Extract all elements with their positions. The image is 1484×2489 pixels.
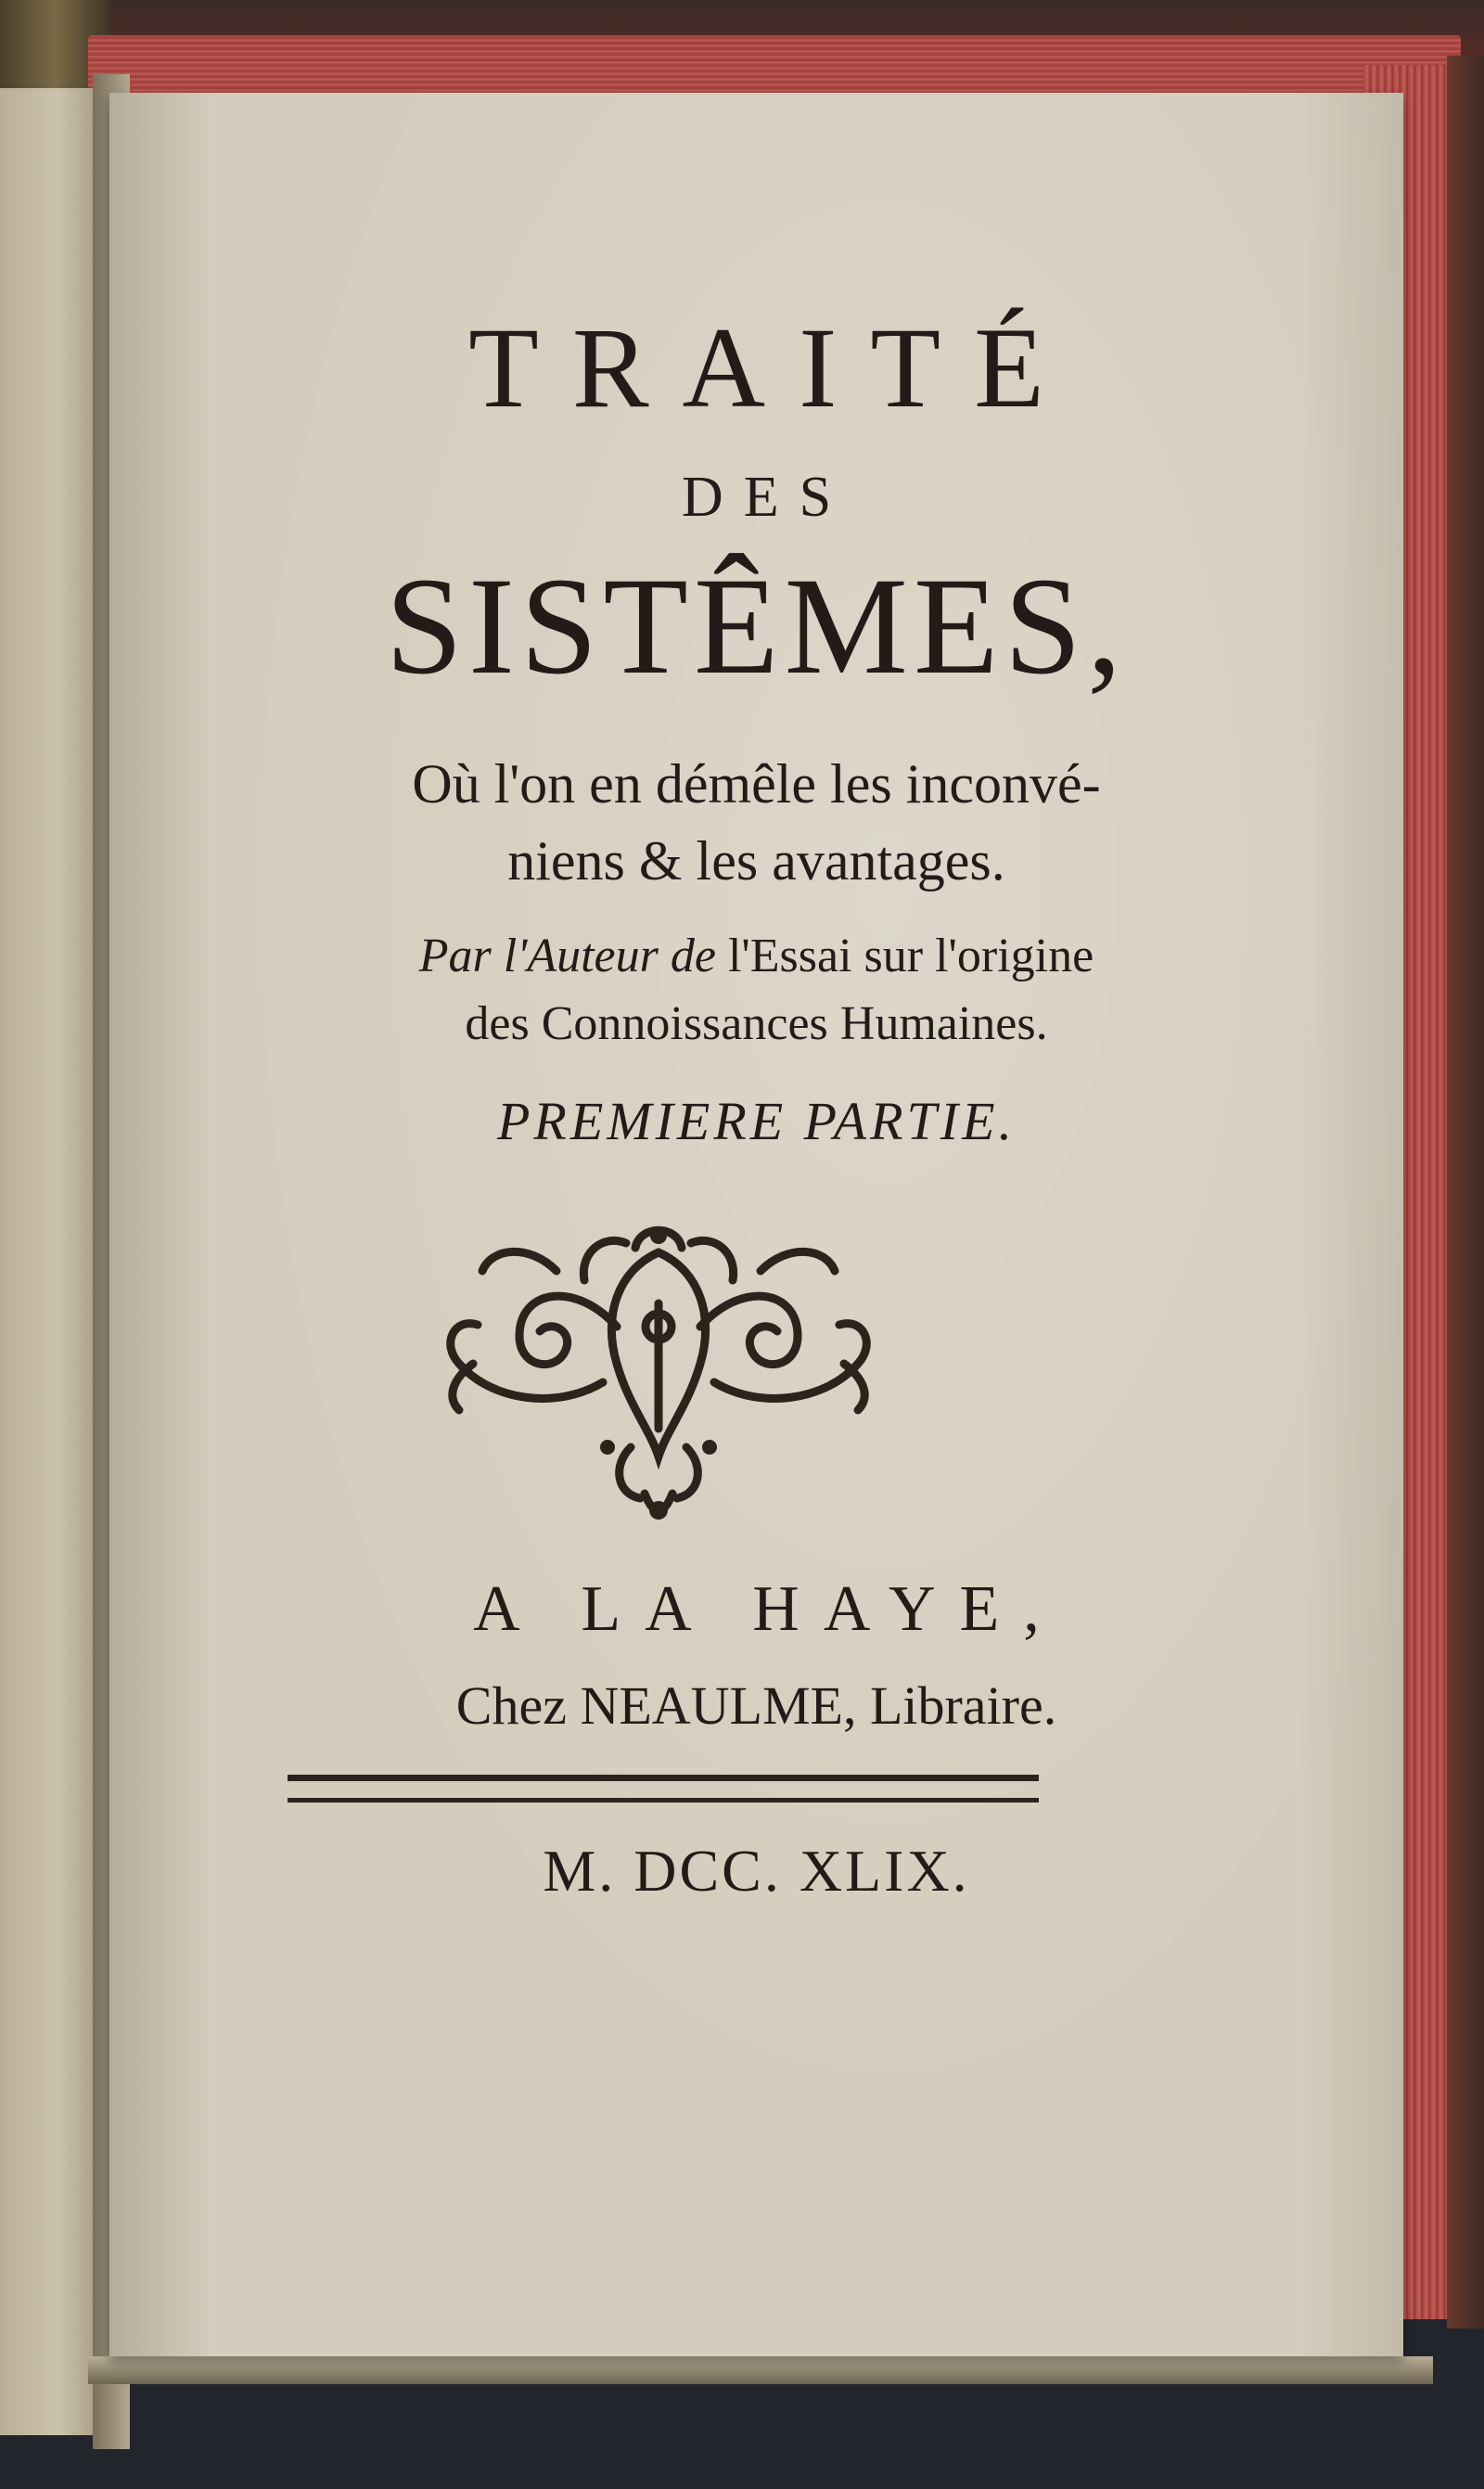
author-line-1	[109, 932, 1403, 981]
volume-part: PREMIERE PARTIE.	[496, 1091, 1016, 1151]
facing-page-left	[0, 88, 100, 2435]
subtitle-line-1: Où l'on en démêle les inconvé-	[412, 753, 1101, 815]
imprint-rule-thin	[288, 1798, 1039, 1803]
author-line-1-rest: l'Essai sur l'origine	[727, 930, 1094, 982]
red-page-edge-top	[88, 35, 1461, 100]
imprint-date: M. DCC. XLIX.	[543, 1838, 970, 1904]
book-title: TRAITÉ	[468, 304, 1078, 431]
imprint-printer: Chez NEAULME, Libraire.	[455, 1675, 1057, 1736]
book-subject: SISTÊMES,	[385, 549, 1128, 703]
floral-fleuron-ornament-icon	[417, 1215, 900, 1531]
author-prefix: Par l'Auteur de	[418, 930, 716, 982]
page-bottom-edge	[88, 2356, 1433, 2384]
title-connector: DES	[681, 466, 852, 529]
imprint-place: A LA HAYE,	[473, 1573, 1064, 1645]
author-line-2: des Connoissances Humaines.	[465, 997, 1048, 1050]
subtitle-line-2: niens & les avantages.	[507, 830, 1005, 892]
imprint-rule-thick	[288, 1775, 1039, 1781]
book-cover-right	[1447, 56, 1484, 2329]
